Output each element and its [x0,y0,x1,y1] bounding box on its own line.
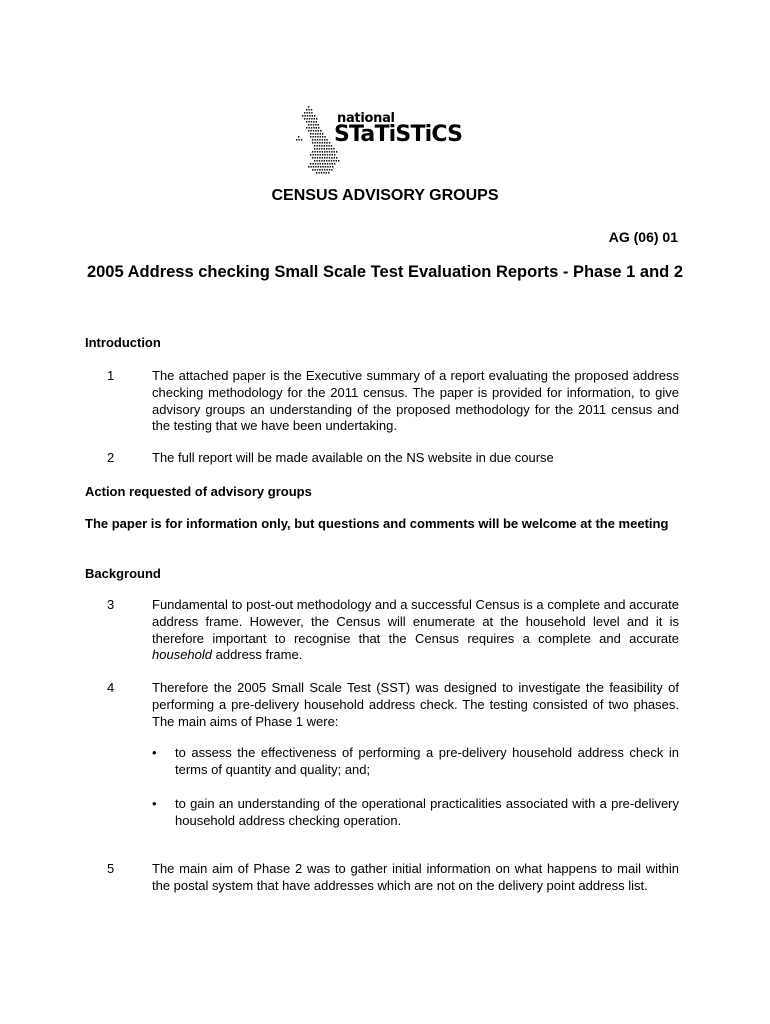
map-dot [326,169,327,171]
map-dot [318,130,319,132]
map-dot [324,160,325,162]
map-dot [313,130,314,132]
map-dot [314,151,315,153]
map-dot [322,157,323,159]
map-dot [333,160,334,162]
map-dot [310,163,311,165]
map-dot [330,166,331,168]
map-dot [328,145,329,147]
national-statistics-logo [296,104,472,178]
map-dot [320,166,321,168]
map-dot [315,154,316,156]
map-dot [318,172,319,174]
map-dot [329,142,330,144]
paragraph-text: The full report will be made available on the NS website in due course [152,450,554,465]
map-dot [316,172,317,174]
map-dot [304,115,305,117]
map-dot [308,124,309,126]
document-reference: AG (06) 01 [608,229,678,245]
map-dot [320,154,321,156]
map-dot [326,157,327,159]
map-dot [326,148,327,150]
map-dot [326,151,327,153]
map-dot [316,127,317,129]
map-dot [334,154,335,156]
map-dot [331,160,332,162]
map-dot [311,109,312,111]
map-dot [320,130,321,132]
map-dot [309,112,310,114]
paragraph-text: Therefore the 2005 Small Scale Test (SST) was designed to investigate the feasibility of performing a pre-delivery household address check. The testing consisted of two phases. The main aims of Phase 1 were: [152,680,679,729]
paragraph-text: The main aim of Phase 2 was to gather initial information on what happens to mail within the postal system that have addresses which are not on the delivery point address list. [152,861,679,893]
map-dot [312,115,313,117]
action-heading: Action requested of advisory groups [85,484,312,499]
map-dot [312,136,313,138]
map-dot [310,130,311,132]
map-dot [308,121,309,123]
action-text: The paper is for information only, but questions and comments will be welcome at the meeting [85,516,669,531]
map-dot [338,160,339,162]
map-dot [314,142,315,144]
map-dot [327,163,328,165]
map-dot [315,136,316,138]
map-dot [324,148,325,150]
map-dot [310,154,311,156]
map-dot [322,154,323,156]
map-dot [326,142,327,144]
map-dot [312,157,313,159]
map-dot [312,169,313,171]
map-dot [317,151,318,153]
map-dot [316,145,317,147]
background-heading: Background [85,566,161,581]
map-dot [328,160,329,162]
map-dot [315,166,316,168]
map-dot [307,115,308,117]
map-dot [304,112,305,114]
map-dot [308,127,309,129]
bullet-icon: • [152,745,157,760]
map-dot [331,157,332,159]
map-dot [312,133,313,135]
map-dot [318,127,319,129]
logo-national-text: national [337,111,395,126]
paragraph-text-part: address frame. [212,647,303,663]
map-dot [319,157,320,159]
map-dot [322,142,323,144]
map-dot [317,139,318,141]
map-dot [324,163,325,165]
map-dot [306,109,307,111]
map-dot [315,124,316,126]
map-dot [324,154,325,156]
bullet-icon: • [152,796,157,811]
map-dot [318,166,319,168]
map-dot [311,127,312,129]
map-dot [322,151,323,153]
map-dot [334,157,335,159]
map-dot [334,163,335,165]
paragraph-number: 5 [107,861,115,876]
map-dot [331,151,332,153]
map-dot [319,145,320,147]
map-dot [324,139,325,141]
paragraph-text-italic: household [152,647,212,663]
map-dot [320,136,321,138]
map-dot [323,172,324,174]
map-dot [315,163,316,165]
map-dot [298,139,299,141]
map-dot [322,166,323,168]
map-dot [317,169,318,171]
map-dot [313,121,314,123]
map-dot [328,172,329,174]
map-dot [317,154,318,156]
map-dot [301,139,302,141]
map-dot [322,133,323,135]
map-dot [334,151,335,153]
map-dot [324,157,325,159]
map-dot [320,163,321,165]
map-dot [321,172,322,174]
map-dot [328,148,329,150]
map-dot [310,124,311,126]
map-dot [312,151,313,153]
map-dot [306,112,307,114]
bullet-text: to gain an understanding of the operational practicalities associated with a pre-delivery household address checking operation. [175,796,679,828]
map-dot [336,151,337,153]
map-dot [312,154,313,156]
map-dot [319,169,320,171]
map-dot [316,160,317,162]
map-dot [331,148,332,150]
map-dot [308,109,309,111]
map-dot [332,163,333,165]
map-dot [319,151,320,153]
paragraph-number: 1 [107,368,115,383]
map-dot [317,157,318,159]
map-dot [314,145,315,147]
map-dot [308,166,309,168]
map-dot [313,166,314,168]
map-dot [312,163,313,165]
map-dot [316,148,317,150]
map-dot [314,148,315,150]
map-dot [309,118,310,120]
map-dot [311,121,312,123]
map-dot [332,154,333,156]
map-dot [304,118,305,120]
map-dot [329,151,330,153]
map-dot [326,139,327,141]
map-dot [313,127,314,129]
map-dot [331,169,332,171]
map-dot [314,139,315,141]
map-dot [317,163,318,165]
paragraph-number: 3 [107,597,115,612]
map-dot [310,136,311,138]
map-dot [336,157,337,159]
map-dot [322,139,323,141]
map-dot [329,169,330,171]
map-dot [320,133,321,135]
map-dot [331,145,332,147]
map-dot [321,160,322,162]
map-dot [319,139,320,141]
map-dot [309,115,310,117]
map-dot [318,124,319,126]
map-dot [315,133,316,135]
map-dot [308,106,309,108]
map-dot [319,160,320,162]
introduction-heading: Introduction [85,335,161,350]
map-dot [296,139,297,141]
paragraph-number: 4 [107,680,115,695]
map-dot [308,130,309,132]
map-dot [298,136,299,138]
map-dot [324,169,325,171]
map-dot [314,118,315,120]
document-title: 2005 Address checking Small Scale Test Evaluation Reports - Phase 1 and 2 [86,263,684,281]
map-dot [324,142,325,144]
logo-statistics-text: STaTiSTiCS [334,122,463,147]
map-dot [329,163,330,165]
map-dot [306,118,307,120]
map-dot [312,142,313,144]
map-dot [317,136,318,138]
map-dot [315,130,316,132]
map-dot [306,121,307,123]
paragraph-number: 2 [107,450,115,465]
paragraph-text [152,597,679,664]
map-dot [319,148,320,150]
map-dot [324,136,325,138]
map-dot [333,148,334,150]
map-dot [327,166,328,168]
map-dot [336,160,337,162]
map-dot [313,124,314,126]
map-dot [326,160,327,162]
map-dot [326,145,327,147]
map-dot [332,166,333,168]
document-heading: CENSUS ADVISORY GROUPS [271,187,499,204]
map-dot [314,169,315,171]
map-dot [326,172,327,174]
map-dot [321,148,322,150]
map-dot [321,145,322,147]
map-dot [322,136,323,138]
map-dot [324,145,325,147]
map-dot [325,166,326,168]
map-dot [322,169,323,171]
map-dot [311,118,312,120]
map-dot [302,115,303,117]
map-dot [317,133,318,135]
paragraph-text-part: Fundamental to post-out methodology and a successful Census is a complete and accurate address frame. However, the Census will enumerate at the household level and it is therefore important to recognise that the Census requires a complete and accurate [152,597,679,646]
map-dot [319,142,320,144]
map-dot [311,112,312,114]
map-dot [327,154,328,156]
map-dot [314,115,315,117]
map-dot [316,118,317,120]
map-dot [322,163,323,165]
map-dot [312,139,313,141]
map-dot [329,157,330,159]
map-dot [324,151,325,153]
map-dot [306,127,307,129]
bullet-text: to assess the effectiveness of performing a pre-delivery household address check in terms of quantity and quality; and; [175,745,679,777]
map-dot [316,121,317,123]
map-dot [329,154,330,156]
map-dot [314,157,315,159]
map-dot [310,166,311,168]
paragraph-text: The attached paper is the Executive summary of a report evaluating the proposed address checking methodology for the 2011 census. The paper is provided for information, to give advisory groups an understanding of the proposed methodology for the 2011 census and the testing that we have been undertaking. [152,368,679,434]
map-dot [314,160,315,162]
map-dot [317,142,318,144]
map-dot [310,133,311,135]
